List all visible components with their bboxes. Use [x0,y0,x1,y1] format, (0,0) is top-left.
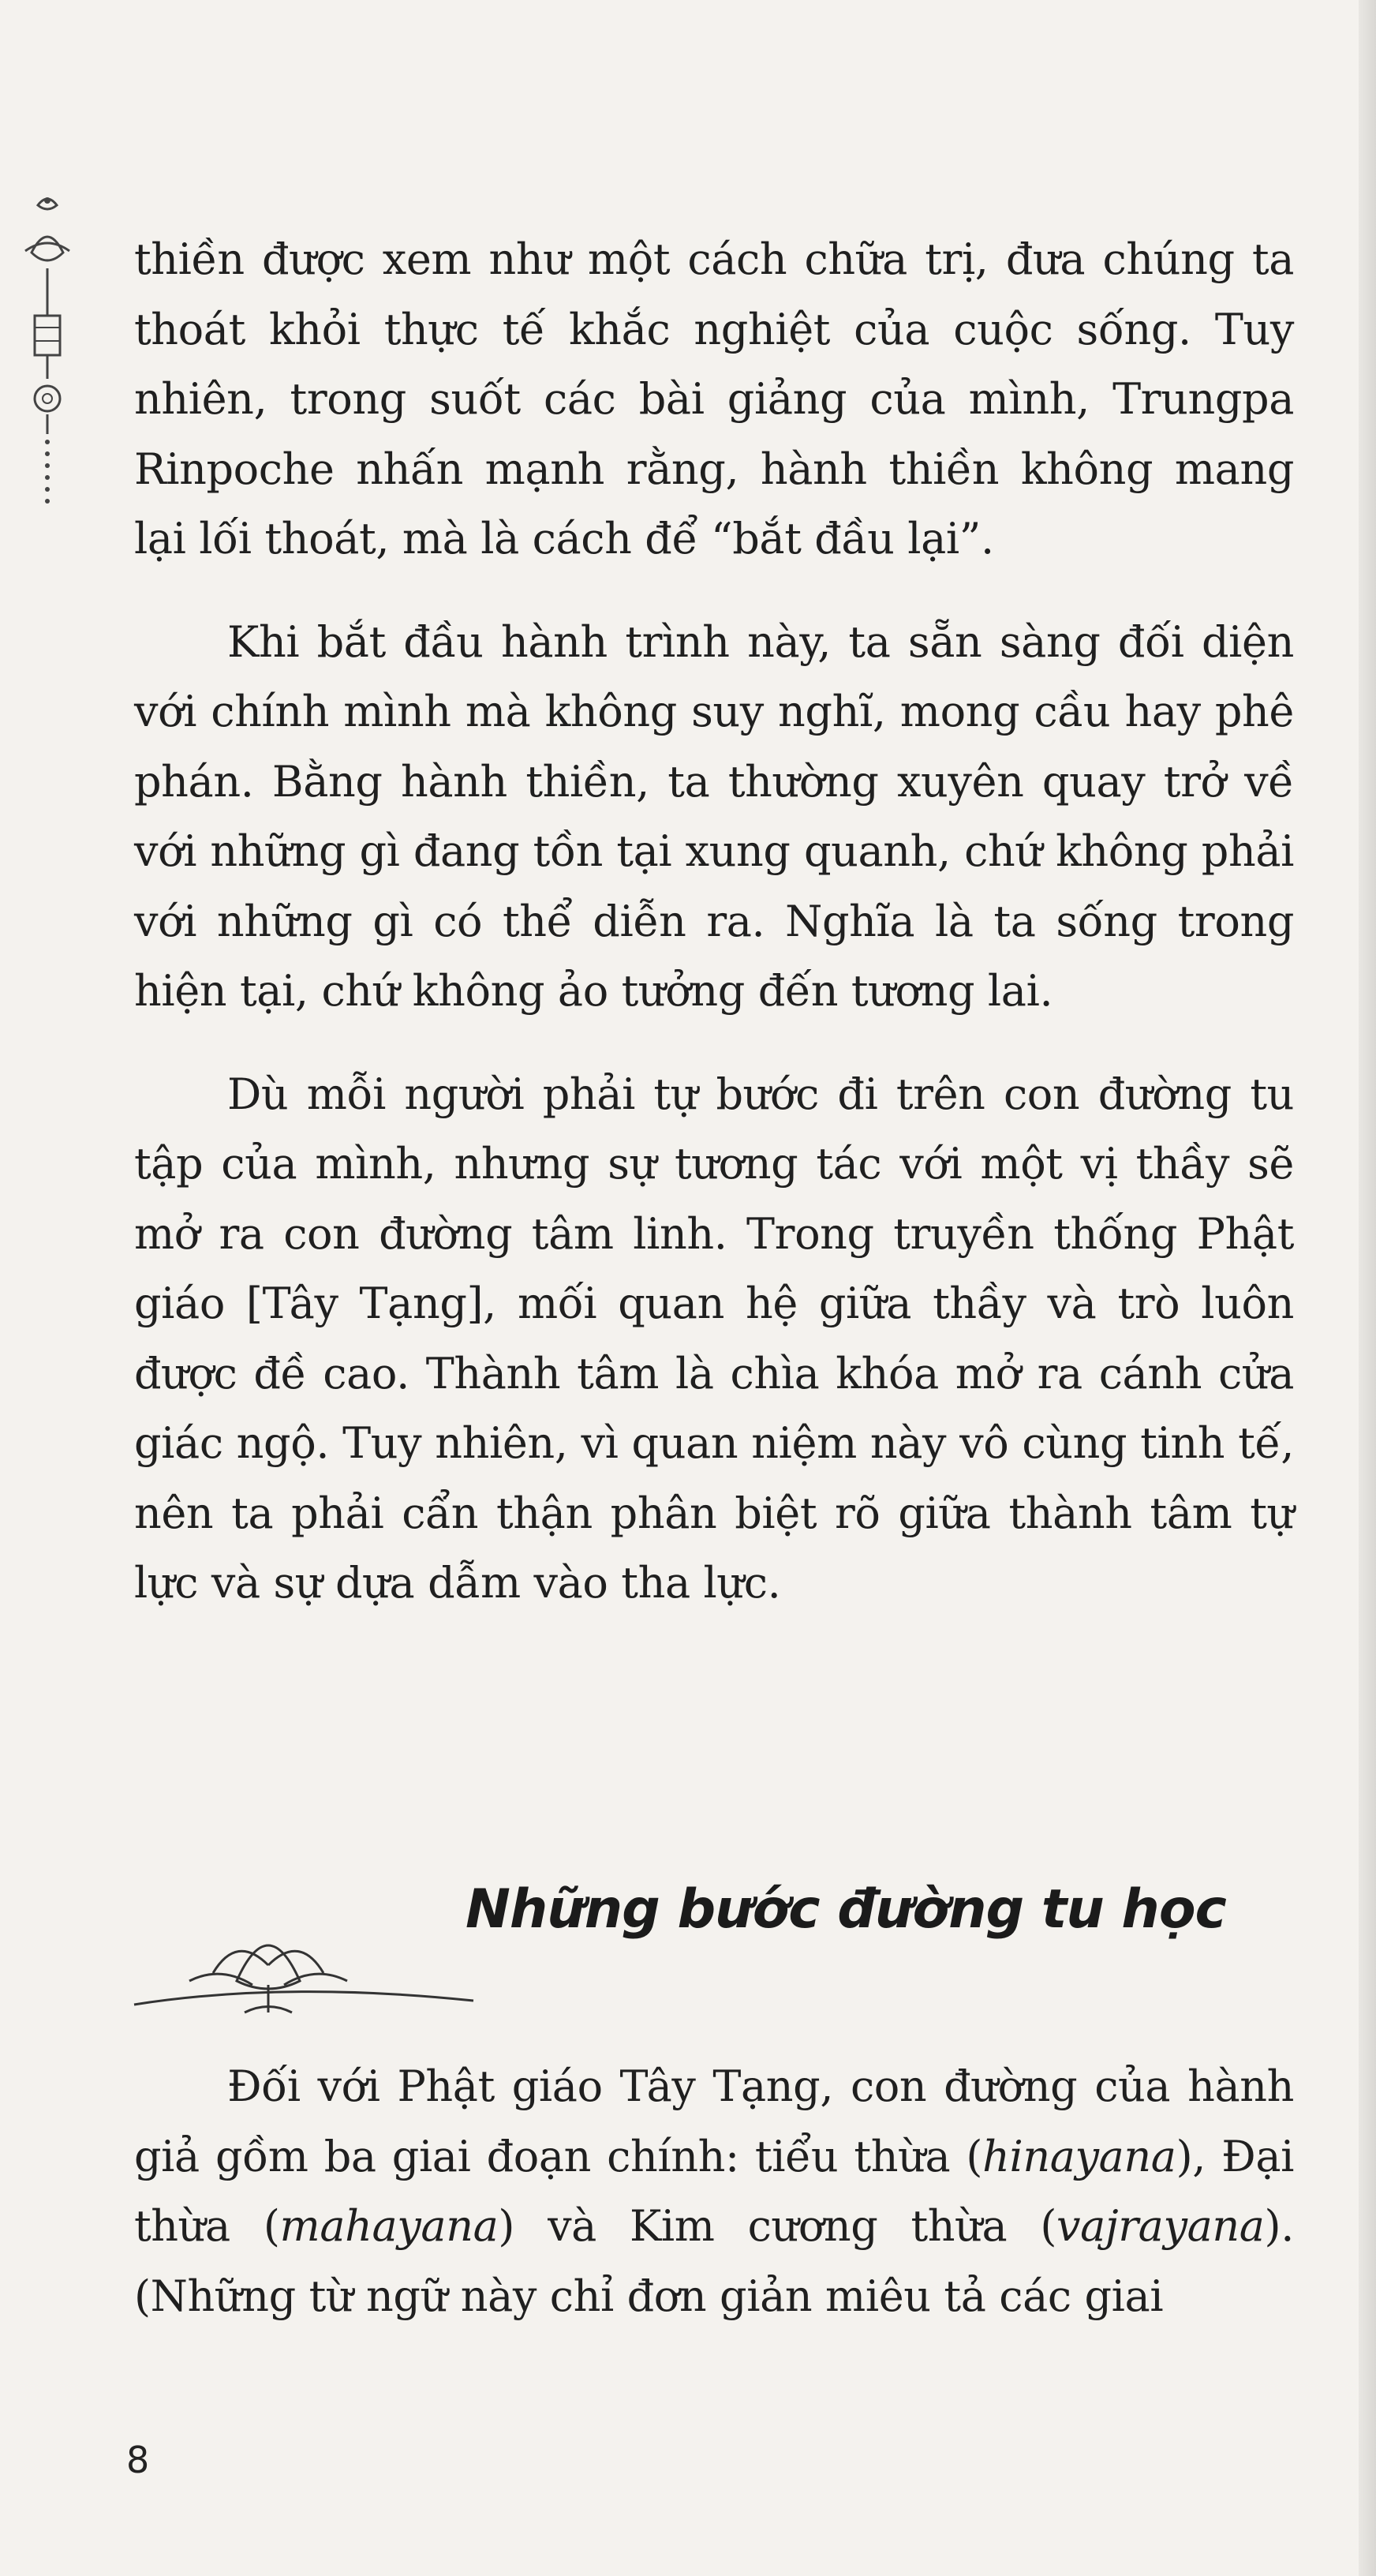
paragraph-1: thiền được xem như một cách chữa trị, đưa chúng ta thoát khỏi thực tế khắc nghiệt của cuộc sống. Tuy nhiên, trong suốt các bài giảng của mình, Trungpa Rinpoche nhấn mạnh rằng, hành thiền không mang lại lối thoát, mà là cách để “bắt đầu lại”. [134,234,1294,564]
paragraph-2: Khi bắt đầu hành trình này, ta sẵn sàng đối diện với chính mình mà không suy nghĩ, mong cầu hay phê phán. Bằng hành thiền, ta thường xuyên quay trở về với những gì đang tồn tại xung quanh, chứ không phải với những gì có thể diễn ra. Nghĩa là ta sống trong hiện tại, chứ không ảo tưởng đến tương lai. [134,616,1294,1016]
page-edge [1359,0,1376,2576]
term-hinayana: hinayana [982,2131,1176,2181]
paragraph-3: Dù mỗi người phải tự bước đi trên con đường tu tập của mình, nhưng sự tương tác với một vị thầy sẽ mở ra con đường tâm linh. Trong truyền thống Phật giáo [Tây Tạng], mối quan hệ giữa thầy và trò luôn được đề cao. Thành tâm là chìa khóa mở ra cánh cửa giác ngộ. Tuy nhiên, vì quan niệm này vô cùng tinh tế, nên ta phải cẩn thận phân biệt rõ giữa thành tâm tự lực và sự dựa dẫm vào tha lực. [134,1069,1294,1608]
page-number: 8 [126,2439,150,2481]
paragraph-4: Đối với Phật giáo Tây Tạng, con đường của hành giả gồm ba giai đoạn chính: tiểu thừa (hinayana), Đại thừa (mahayana) và Kim cương thừa (vajrayana). (Những từ ngữ này chỉ đơn giản miêu tả các giai [134,2061,1294,2321]
lotus-icon [126,1863,481,2036]
term-vajrayana: vajrayana [1056,2201,1265,2251]
body-text-section [134,2052,1294,2364]
section-heading: Những bước đường tu học [466,1878,1226,1941]
body-text-top [134,225,1294,1652]
vertical-ornament-icon [16,189,79,552]
term-mahayana: mahayana [279,2201,499,2251]
